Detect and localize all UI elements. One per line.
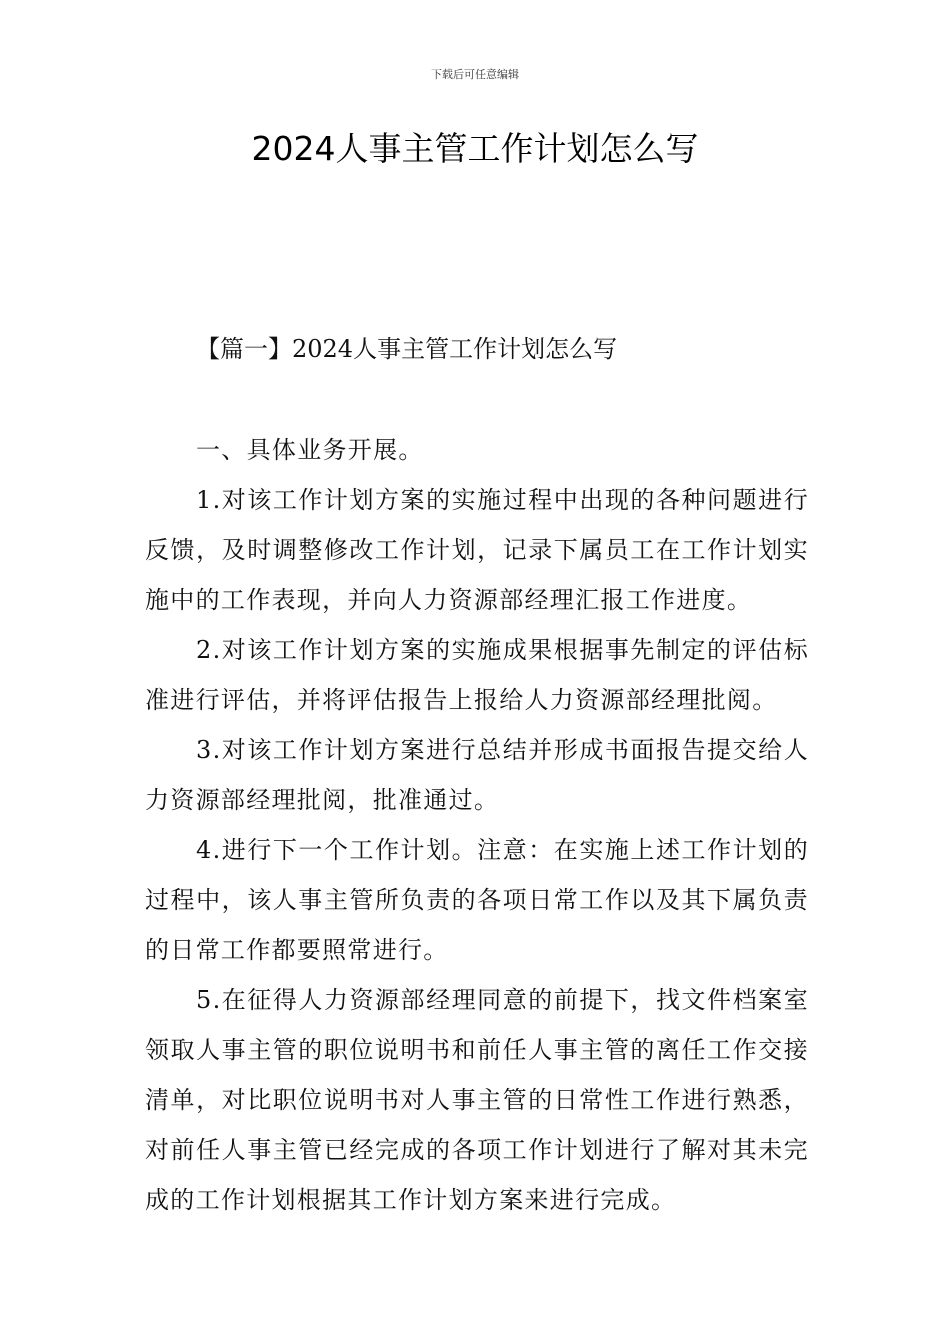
paragraph-item-2: 2.对该工作计划方案的实施成果根据事先制定的评估标准进行评估，并将评估报告上报给人力资源部经理批阅。 xyxy=(145,636,809,714)
section-heading: 【篇一】2024人事主管工作计划怎么写 xyxy=(196,335,618,363)
paragraph-item-5: 5.在征得人力资源部经理同意的前提下，找文件档案室领取人事主管的职位说明书和前任人事主管的离任工作交接清单，对比职位说明书对人事主管的日常性工作进行熟悉，对前任人事主管已经完成的各项工作计划进行了解对其未完成的工作计划根据其工作计划方案来进行完成。 xyxy=(145,986,809,1214)
document-title: 2024人事主管工作计划怎么写 xyxy=(251,129,699,168)
paragraph-section-intro: 一、具体业务开展。 xyxy=(196,436,424,464)
header-note: 下载后可任意编辑 xyxy=(431,68,519,81)
paragraph-item-1: 1.对该工作计划方案的实施过程中出现的各种问题进行反馈，及时调整修改工作计划，记录下属员工在工作计划实施中的工作表现，并向人力资源部经理汇报工作进度。 xyxy=(145,486,809,614)
document-body xyxy=(145,425,809,1225)
paragraph-item-4: 4.进行下一个工作计划。注意：在实施上述工作计划的过程中，该人事主管所负责的各项日常工作以及其下属负责的日常工作都要照常进行。 xyxy=(145,836,809,964)
paragraph-item-3: 3.对该工作计划方案进行总结并形成书面报告提交给人力资源部经理批阅，批准通过。 xyxy=(145,736,809,814)
